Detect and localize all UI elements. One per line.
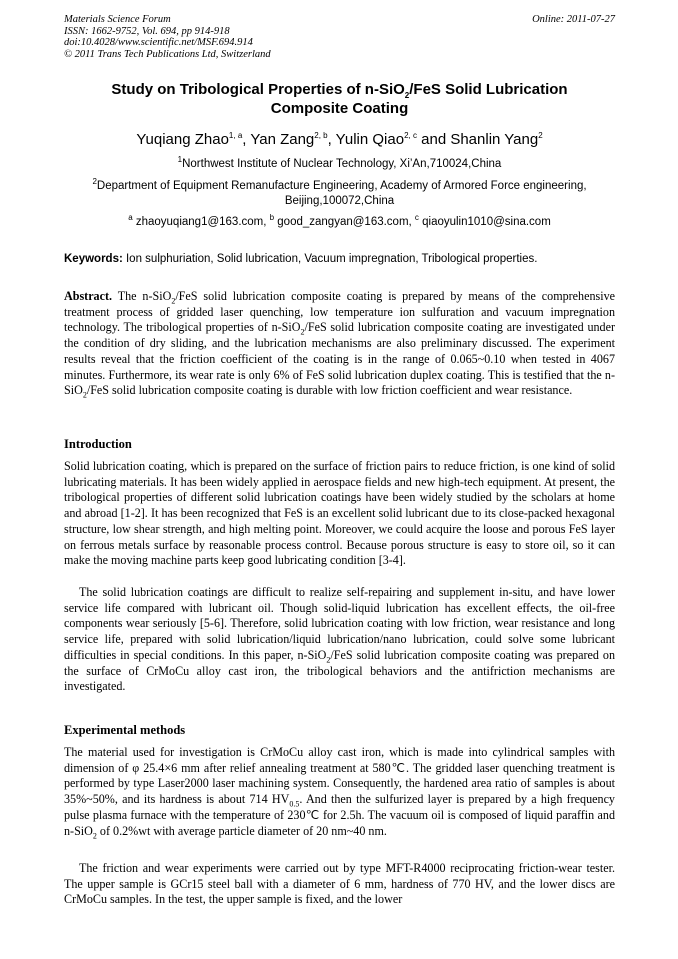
subscript: 0.5 (289, 799, 300, 809)
author-name: , Yulin Qiao (327, 131, 405, 148)
doi-line: doi:10.4028/www.scientific.net/MSF.694.914 (64, 37, 253, 48)
author-affiliation-mark: 1, a (228, 131, 243, 140)
paper-title (64, 80, 615, 118)
paragraph-text: The solid lubrication coatings are difficult to realize self-repairing and supplement in-situ, and have lower service life compared with lubricant oil. Though solid-liquid lubrication has excellent effects, the oil-free components wear seriously [5-6]. Therefore, solid lubrication coating with low friction, wear resistance and long service life, prepared with solid lubrication/liquid lubrication/nano lubrication, could solve some lubricant difficulties in special conditions. In this paper, n-SiO (64, 585, 615, 662)
methods-heading: Experimental methods (64, 723, 186, 737)
email-mark: b (269, 213, 275, 223)
affiliation-1 (64, 157, 615, 172)
abstract-text: The n-SiO (112, 289, 172, 303)
affiliation-mark: 2 (92, 177, 97, 187)
methods-paragraph-2: The friction and wear experiments were carried out by type MFT-R4000 reciprocating friction-wear tester. The upper sample is GCr15 steel ball with a diameter of 6 mm, hardness of 770 HV, and the lower discs are CrMoCu samples. In the test, the upper sample is fixed, and the lower (64, 861, 615, 907)
title-text: Study on Tribological Properties of n-SiO (111, 81, 405, 98)
paragraph-text: /FeS solid lubrication composite coating was prepared on the surface of CrMoCu alloy cast iron, the tribological behaviors and the antifriction mechanisms are investigated. (64, 647, 615, 694)
subscript: 2 (82, 390, 87, 400)
abstract-text: /FeS solid lubrication composite coating are investigated under the condition of dry sliding, and the lubrication mechanisms are also preliminary discussed. The experiment results reveal that the friction coefficient of the coating is in the range of 0.065~0.10 when tested in 4067 minutes. Furthermore, its wear rate is only 6% of FeS solid lubrication duplex coating. This is testified that the n-SiO (64, 320, 615, 398)
issn-line: ISSN: 1662-9752, Vol. 694, pp 914-918 (64, 25, 230, 37)
paragraph-text: The material used for investigation is CrMoCu alloy cast iron, which is made into cylindrical samples with dimension of φ 25.4×6 mm after relief annealing treatment at 580℃. The gridded laser quenching treatment is performed by type Laser2000 laser machining system. Consequently, the hardened area ratio of samples is about 35%~50%, and its hardness is about 714 HV (64, 745, 615, 807)
title-text: Composite Coating (270, 100, 409, 117)
affiliation-2 (64, 179, 615, 209)
introduction-paragraph-1: Solid lubrication coating, which is prepared on the surface of friction pairs to reduce friction, is one kind of solid lubricating materials. It has been widely applied in aerospace fields and new high-tech equipment. At present, the tribological properties of different solid lubrication coatings have been widely studied by the scholars at home and abroad [1-2]. It has been recognized that FeS is an excellent solid lubricant due to its close-packed hexagonal structure, low shear strength, and high melting point. Moreover, we could acquire the loose and porous FeS layer on ferrous metals surface by reasonable process control. Because porous structure is easy to store oil, so it can make the moving machine parts keep good lubricating condition [3-4]. (64, 459, 615, 568)
keywords-text: Ion sulphuriation, Solid lubrication, Vacuum impregnation, Tribological properties. (122, 253, 538, 265)
affiliation-text: Department of Equipment Remanufacture Engineering, Academy of Armored Force engineering, (96, 180, 587, 192)
author-name: , Yan Zang (242, 131, 315, 148)
paragraph-text: . And then the sulfurized layer is prepared by a high frequency pulse plasma furnace with the temperature of 230℃ for 2.5h. The vacuum oil is composed of liquid paraffin and n-SiO (64, 792, 615, 838)
subscript: 2 (92, 830, 97, 840)
running-header (64, 14, 615, 60)
title-subscript: 2 (404, 91, 410, 100)
introduction-paragraph-2 (64, 585, 615, 695)
email: qiaoyulin1010@sina.com (418, 216, 551, 228)
author-name: and Shanlin Yang (416, 131, 539, 148)
affiliation-text: Beijing,100072,China (284, 195, 395, 207)
online-date: Online: 2011-07-27 (532, 14, 615, 25)
journal-name: Materials Science Forum (64, 14, 171, 25)
subscript: 2 (326, 655, 331, 665)
author-emails (64, 215, 615, 230)
affiliation-text: Northwest Institute of Nuclear Technology, Xi’An,710024,China (182, 158, 502, 170)
email: zhaoyuqiang1@163.com, (132, 216, 270, 228)
author-affiliation-mark: 2 (538, 131, 543, 140)
abstract-text: /FeS solid lubrication composite coating is prepared by means of the comprehensive treatment process of gridded laser quenching, low temperature ion sulfuration and vacuum impregnation technology. The tribological properties of n-SiO (64, 289, 615, 335)
author-affiliation-mark: 2, b (314, 131, 328, 140)
affiliation-mark: 1 (177, 155, 183, 165)
title-text: /FeS Solid Lubrication (409, 81, 568, 98)
abstract-label: Abstract. (64, 289, 113, 303)
paragraph-text: of 0.2%wt with average particle diameter of 20 nm~40 nm. (96, 823, 387, 838)
methods-paragraph-1 (64, 745, 615, 839)
subscript: 2 (171, 296, 176, 306)
introduction-heading: Introduction (64, 437, 132, 451)
email: good_zangyan@163.com, (274, 216, 415, 228)
keywords-label: Keywords: (64, 253, 123, 265)
keywords (64, 252, 615, 267)
author-affiliation-mark: 2, c (404, 131, 417, 140)
author-name: Yuqiang Zhao (136, 131, 229, 148)
email-mark: c (414, 213, 419, 223)
email-mark: a (128, 213, 133, 223)
copyright-line: © 2011 Trans Tech Publications Ltd, Switzerland (64, 48, 271, 60)
abstract (64, 289, 615, 399)
subscript: 2 (300, 327, 305, 337)
author-list (64, 131, 615, 149)
abstract-text: /FeS solid lubrication composite coating is durable with low friction coefficient and wear resistance. (86, 383, 573, 398)
